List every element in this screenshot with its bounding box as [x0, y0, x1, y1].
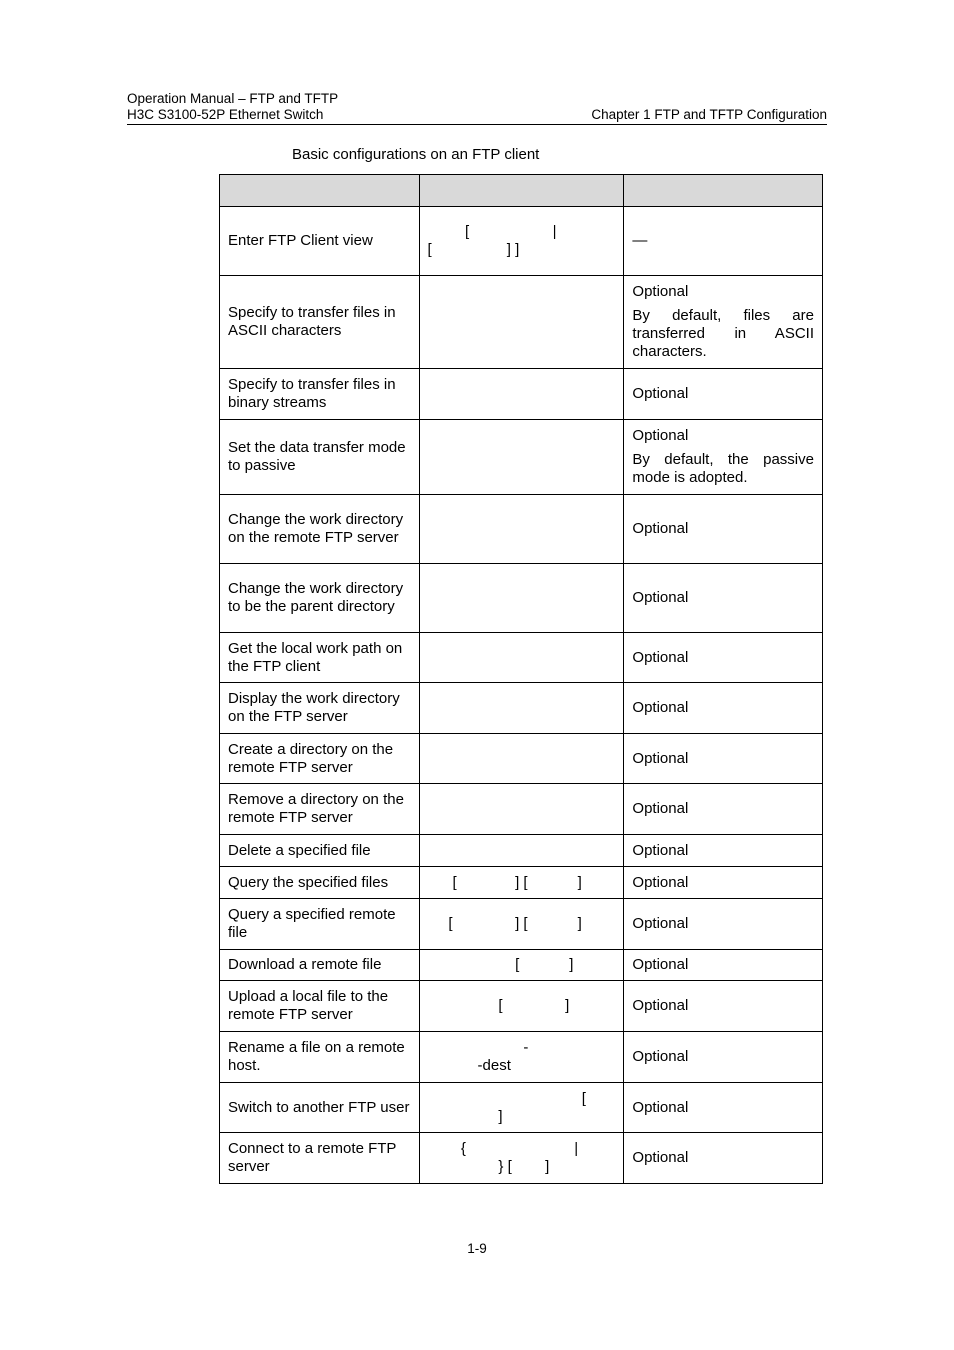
table-row [220, 734, 823, 784]
remark-text: By default, the passive mode is adopted. [632, 451, 814, 486]
command-cell: { | } [ ] [419, 1133, 624, 1184]
command-cell: [ ] [ ] [419, 867, 624, 899]
remarks-cell [624, 633, 823, 683]
command-cell: [ ] [419, 1083, 624, 1133]
table-row [220, 207, 823, 276]
table-row [220, 784, 823, 835]
operation-cell: Display the work directory on the FTP server [220, 683, 420, 734]
remark-text: Optional [632, 427, 689, 444]
command-cell [419, 276, 624, 369]
operation-cell: Connect to a remote FTP server [220, 1133, 420, 1184]
table-row [220, 420, 823, 495]
command-cell: - -dest [419, 1032, 624, 1083]
operation-cell: Query the specified files [220, 867, 420, 899]
remark-text: Optional [632, 841, 689, 859]
remark-text: Optional [632, 997, 689, 1014]
remarks-cell [624, 683, 823, 734]
command-cell [419, 495, 624, 564]
operation-cell: Switch to another FTP user [220, 1083, 420, 1133]
remark-text: Optional [632, 648, 689, 666]
operation-cell: Download a remote file [220, 950, 420, 981]
table-row [220, 867, 823, 899]
command-cell: [ ] [419, 950, 624, 981]
command-cell [419, 734, 624, 784]
remark-text: Optional [632, 589, 689, 606]
operation-cell: Upload a local file to the remote FTP server [220, 981, 420, 1032]
remarks-cell [624, 495, 823, 564]
header-chapter: Chapter 1 FTP and TFTP Configuration [591, 107, 827, 122]
remarks-cell [624, 835, 823, 867]
header-cell-command [419, 175, 624, 207]
remarks-cell [624, 867, 823, 899]
remark-text: Optional [632, 520, 689, 537]
table-row [220, 1032, 823, 1083]
remark-text: By default, files are transferred in ASCII characters. [632, 307, 814, 360]
command-cell [419, 633, 624, 683]
remarks-cell [624, 420, 823, 495]
operation-cell: Create a directory on the remote FTP server [220, 734, 420, 784]
remarks-cell [624, 784, 823, 835]
table-row [220, 950, 823, 981]
remark-text: Optional [632, 915, 689, 932]
command-cell [419, 369, 624, 420]
remark-text: Optional [632, 283, 689, 300]
header-product-name: H3C S3100-52P Ethernet Switch [127, 107, 324, 122]
remarks-cell [624, 899, 823, 950]
operation-cell: Specify to transfer files in ASCII characters [220, 276, 420, 369]
operation-cell: Remove a directory on the remote FTP server [220, 784, 420, 835]
command-cell [419, 784, 624, 835]
table-row [220, 899, 823, 950]
remarks-cell [624, 734, 823, 784]
remark-text: Optional [632, 873, 689, 891]
header-divider [127, 124, 827, 125]
remarks-cell [624, 981, 823, 1032]
remark-text: Optional [632, 699, 689, 716]
remark-text: Optional [632, 749, 689, 767]
table-row [220, 1133, 823, 1184]
document-header-title [127, 91, 338, 123]
operation-cell: Delete a specified file [220, 835, 420, 867]
table-row [220, 835, 823, 867]
command-cell: [ ] [ ] [419, 899, 624, 950]
remarks-cell [624, 1032, 823, 1083]
table-row [220, 633, 823, 683]
operation-cell: Enter FTP Client view [220, 207, 420, 276]
page-number: 1-9 [467, 1241, 487, 1256]
header-cell-operation [220, 175, 420, 207]
header-cell-remarks [624, 175, 823, 207]
operation-cell: Change the work directory on the remote FTP server [220, 495, 420, 564]
remarks-cell [624, 564, 823, 633]
table-caption: Basic configurations on an FTP client [292, 146, 540, 163]
remark-text: Optional [632, 800, 689, 817]
operation-cell: Set the data transfer mode to passive [220, 420, 420, 495]
table-row [220, 683, 823, 734]
command-cell: [ ] [419, 981, 624, 1032]
remarks-cell [624, 1133, 823, 1184]
table-row [220, 564, 823, 633]
remarks-cell [624, 276, 823, 369]
operation-cell: Specify to transfer files in binary streams [220, 369, 420, 420]
table-header-row [220, 175, 823, 207]
command-cell [419, 564, 624, 633]
table-row [220, 981, 823, 1032]
header-manual-title: Operation Manual – FTP and TFTP [127, 91, 339, 106]
table-row [220, 495, 823, 564]
remark-text: Optional [632, 1048, 689, 1065]
remarks-cell [624, 950, 823, 981]
remark-text: Optional [632, 956, 689, 973]
remark-text: Optional [632, 1149, 689, 1166]
command-cell [419, 683, 624, 734]
ftp-client-config-table [219, 174, 823, 1184]
operation-cell: Rename a file on a remote host. [220, 1032, 420, 1083]
operation-cell: Get the local work path on the FTP client [220, 633, 420, 683]
remark-text: Optional [632, 1098, 689, 1116]
remarks-cell [624, 1083, 823, 1133]
table-row [220, 369, 823, 420]
command-cell [419, 835, 624, 867]
operation-cell: Change the work directory to be the parent directory [220, 564, 420, 633]
remark-text: — [632, 232, 648, 249]
remarks-cell [624, 369, 823, 420]
operation-cell: Query a specified remote file [220, 899, 420, 950]
command-cell [419, 420, 624, 495]
remarks-cell [624, 207, 823, 276]
command-cell: [ | [ ] ] [419, 207, 624, 276]
table-row [220, 276, 823, 369]
table-row [220, 1083, 823, 1133]
remark-text: Optional [632, 385, 689, 402]
